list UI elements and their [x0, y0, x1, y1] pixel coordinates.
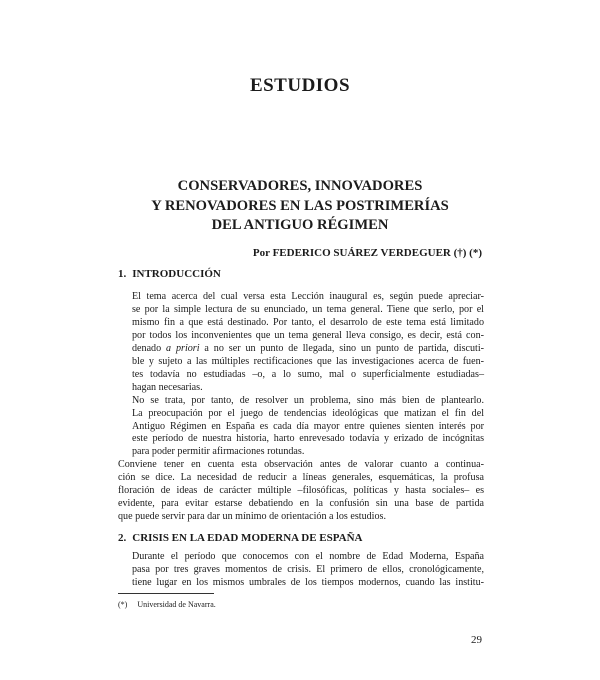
title-line: CONSERVADORES, INNOVADORES [177, 178, 423, 194]
text-line: denado a priori a no ser un punto de llegada, sino un punto de partida, discuti- [132, 342, 484, 354]
text-line: La preocupación por el juego de tendencias ideológicas que matizan el fin del [132, 407, 484, 419]
paragraph [118, 291, 484, 395]
text-line: Conviene tener en cuenta esta observación antes de valorar cuanto a continua- [118, 459, 484, 471]
text-line: este período de nuestra historia, harto enrevesado todavía y erizado de incógnitas [132, 433, 484, 445]
text-line: El tema acerca del cual versa esta Lección inaugural es, según puede apreciar- [132, 291, 484, 302]
text-line: pasa por tres graves momentos de crisis. El primero de ellos, cronológicamente, [132, 563, 484, 575]
text-line: evidente, para evitar estarse debatiendo en la confusión sin una base de partida [118, 498, 484, 510]
text-line: Durante el período que conocemos con el nombre de Edad Moderna, España [132, 551, 484, 562]
section-2-heading [118, 532, 362, 544]
section-title: INTRODUCCIÓN [132, 268, 221, 280]
text-line: para poder permitir afirmaciones rotundas. [132, 446, 305, 458]
footnote [118, 600, 216, 609]
text-line: por todos los inconvenientes que un tema general lleva consigo, es decir, está con- [132, 329, 484, 341]
paragraph [118, 395, 484, 460]
text-line: hagan necesarias. [132, 381, 203, 393]
section-heading: ESTUDIOS [249, 75, 351, 96]
section-title: CRISIS EN LA EDAD MODERNA DE ESPAÑA [132, 532, 363, 544]
title-line: DEL ANTIGUO RÉGIMEN [211, 217, 389, 233]
text-line: que puede servir para dar un mínimo de orientación a los estudios. [118, 511, 386, 523]
footnote-divider [118, 593, 214, 594]
article-title [0, 177, 600, 236]
paragraph [118, 459, 484, 524]
author-line: Por FEDERICO SUÁREZ VERDEGUER (†) (*) [252, 247, 482, 259]
text-line: tiene lugar en los mismos umbrales de los tiempos modernos, cuando las institu- [132, 576, 484, 588]
footnote-text: Universidad de Navarra. [137, 600, 216, 609]
section-2-body [118, 551, 484, 590]
title-line: Y RENOVADORES EN LAS POSTRIMERÍAS [151, 197, 449, 214]
section-number: 1. [118, 268, 127, 280]
text-line: No se trata, por tanto, de resolver un problema, sino más bien de plantearlo. [132, 394, 484, 406]
paragraph [118, 551, 484, 590]
text-line: ción se dice. La necesidad de reducir a líneas generales, esquemáticas, la profusa [118, 472, 484, 484]
text-line: mismo fin a que está destinado. Por tanto, el desarrolo de este tema está limitado [132, 316, 484, 328]
section-number: 2. [118, 532, 127, 544]
section-1-heading [118, 268, 221, 280]
italic-phrase: a priori [166, 342, 200, 354]
text-line: se por la simple lectura de su enunciado, un tema general. Tiene que serlo, por el [132, 303, 484, 315]
text-line: floración de ideas de carácter múltiple –filosóficas, políticas y hasta sociales– es [118, 485, 484, 497]
footnote-mark: (*) [118, 600, 128, 609]
text-line: ble y sujeto a las múltiples rectificaciones que las investigaciones acerca de fuen- [132, 355, 484, 367]
page-number: 29 [471, 634, 482, 646]
text-line: tes todavía no estudiadas –o, a lo sumo, mal o superficialmente estudiadas– [132, 368, 484, 380]
section-1-body [118, 291, 484, 524]
text-line: Antiguo Régimen en España es cada día mayor entre quienes sienten interés por [132, 420, 484, 432]
